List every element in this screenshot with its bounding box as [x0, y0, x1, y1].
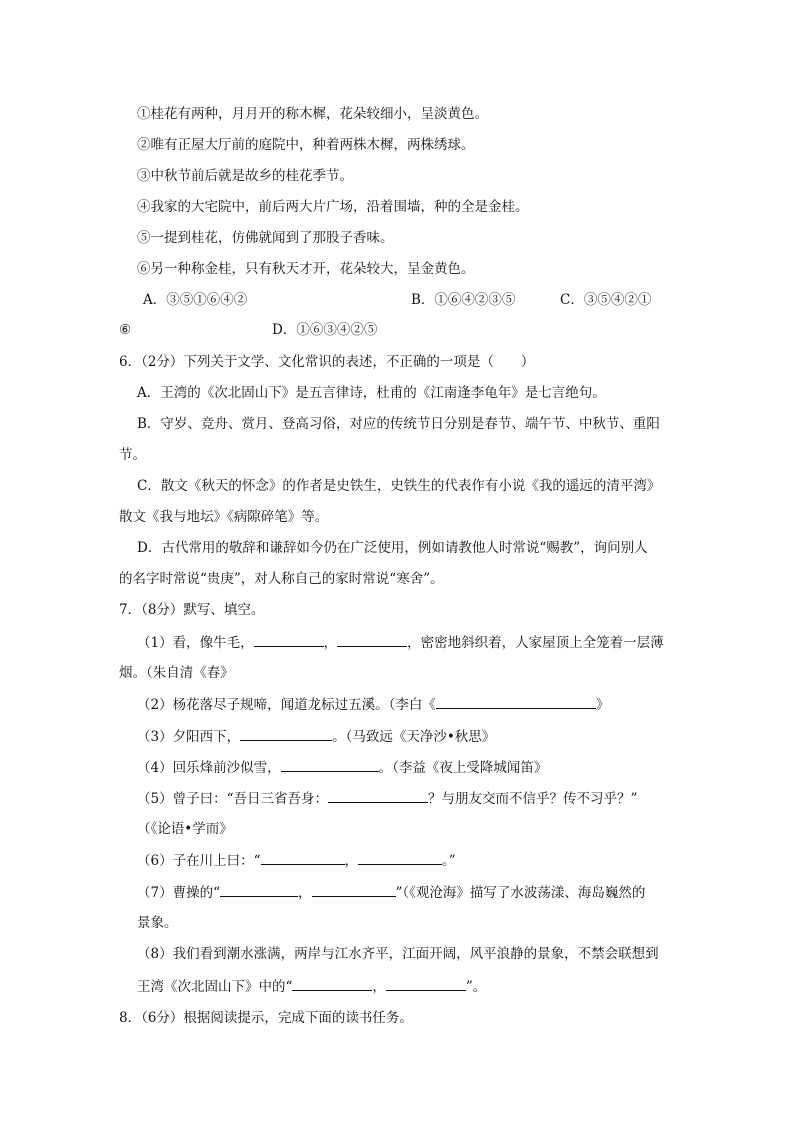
q7-item-7	[137, 882, 645, 902]
q5-option-c: C．③⑤④②①	[560, 292, 652, 308]
q7-1-blank-1[interactable]	[254, 632, 324, 647]
q8-stem: 8．（6分）根据阅读提示，完成下面的读书任务。	[119, 1010, 413, 1026]
q6-option-d-continued: 的名字时常说“贵庚”，对人称自己的家时常说“寒舍”。	[119, 571, 444, 587]
q6-option-b: B．守岁、竞舟、赏月、登高习俗，对应的传统节日分别是春节、端午节、中秋节、重阳	[137, 416, 660, 432]
q5-option-d: D．①⑥③④②⑤	[272, 322, 378, 338]
q5-sentence-3: ③中秋节前后就是故乡的桂花季节。	[137, 168, 353, 184]
q7-5-text-b: ？与朋友交而不信乎？传不习乎？”	[428, 791, 638, 807]
q7-8-text-b: 王湾《次北固山下》中的“	[137, 979, 293, 995]
q7-item-5-continued: （《论语•学而》	[137, 821, 233, 837]
q7-5-text-a: （5）曾子曰：“吾日三省吾身：	[137, 791, 328, 807]
q7-6-separator: ，	[344, 853, 358, 869]
q7-6-text-b: 。”	[442, 853, 456, 869]
q7-item-6	[137, 850, 456, 870]
q7-8-blank-2[interactable]	[386, 976, 466, 991]
q7-2-blank[interactable]	[436, 694, 596, 709]
q6-option-c: C．散文《秋天的怀念》的作者是史铁生，史铁生的代表作有小说《我的遥远的清平湾》	[137, 478, 661, 494]
q7-6-blank-2[interactable]	[358, 850, 442, 865]
q7-item-3	[137, 726, 495, 746]
q7-8-separator: ，	[372, 979, 386, 995]
q7-7-blank-1[interactable]	[220, 882, 298, 897]
q5-sentence-5: ⑤一提到桂花，仿佛就闻到了那股子香味。	[137, 230, 394, 246]
q7-3-text-a: （3）夕阳西下，	[137, 729, 241, 745]
q7-item-8-continued	[137, 976, 486, 996]
q7-1-text-b: ，密密地斜织着，人家屋顶上全笼着一层薄	[407, 635, 664, 651]
q5-sentence-1: ①桂花有两种，月月开的称木樨，花朵较细小，呈淡黄色。	[137, 106, 488, 122]
q7-1-text-a: （1）看，像牛毛，	[137, 635, 254, 651]
q6-stem: 6．（2分）下列关于文学、文化常识的表述，不正确的一项是（ ）	[119, 354, 535, 370]
q5-sentence-2: ②唯有正屋大厅前的庭院中，种着两株木樨，两株绣球。	[137, 137, 475, 153]
q6-option-d: D．古代常用的敬辞和谦辞如今仍在广泛使用，例如请教他人时常说“赐教”，询问别人	[137, 540, 648, 556]
q7-7-text-b: ”（《观沧海》描写了水波荡漾、海岛巍然的	[395, 885, 646, 901]
q7-1-separator: ，	[323, 635, 338, 651]
q7-2-text-b: 》	[595, 697, 610, 713]
q7-item-7-continued: 景象。	[137, 915, 178, 931]
q7-4-text-a: （4）回乐烽前沙似雪，	[137, 760, 281, 776]
q7-item-2	[137, 694, 609, 714]
q7-8-text-c: ”。	[465, 979, 487, 995]
q5-option-b: B．①⑥④②③⑤	[411, 292, 516, 308]
q7-3-blank[interactable]	[240, 726, 332, 741]
q7-5-blank[interactable]	[328, 788, 428, 803]
q7-7-blank-2[interactable]	[312, 882, 396, 897]
q7-7-separator: ，	[298, 885, 312, 901]
q7-1-blank-2[interactable]	[337, 632, 407, 647]
q7-6-text-a: （6）子在川上曰：“	[137, 853, 261, 869]
q7-item-1-continued: 烟。（朱自清《春》	[119, 665, 234, 681]
q7-stem: 7．（8分）默写、填空。	[119, 602, 265, 618]
q5-sentence-6: ⑥另一种称金桂，只有秋天才开，花朵较大，呈金黄色。	[137, 261, 475, 277]
q7-item-1	[137, 632, 664, 652]
q7-item-4	[137, 757, 547, 777]
q7-8-blank-1[interactable]	[292, 976, 372, 991]
q6-option-a: A．王湾的《次北固山下》是五言律诗，杜甫的《江南逢李龟年》是七言绝句。	[137, 385, 606, 401]
q7-4-blank[interactable]	[281, 757, 379, 772]
q7-6-blank-1[interactable]	[261, 850, 345, 865]
q7-4-text-b: 。（李益《夜上受降城闻笛》	[378, 760, 548, 776]
q7-item-5	[137, 788, 637, 808]
q7-3-text-b: 。（马致远《天净沙•秋思》	[332, 729, 496, 745]
q7-item-8: （8）我们看到潮水涨满，两岸与江水齐平，江面开阔，风平浪静的景象，不禁会联想到	[137, 946, 659, 962]
q7-7-text-a: （7）曹操的“	[137, 885, 220, 901]
q5-option-c-continued: ⑥	[119, 322, 132, 338]
q6-option-b-continued: 节。	[119, 447, 146, 463]
q6-option-c-continued: 散文《我与地坛》《病隙碎笔》等。	[119, 509, 329, 525]
q5-sentence-4: ④我家的大宅院中，前后两大片广场，沿着围墙，种的全是金桂。	[137, 199, 529, 215]
q7-2-text-a: （2）杨花落尽子规啼，闻道龙标过五溪。（李白《	[137, 697, 436, 713]
q5-option-a: A．③⑤①⑥④②	[143, 292, 248, 308]
